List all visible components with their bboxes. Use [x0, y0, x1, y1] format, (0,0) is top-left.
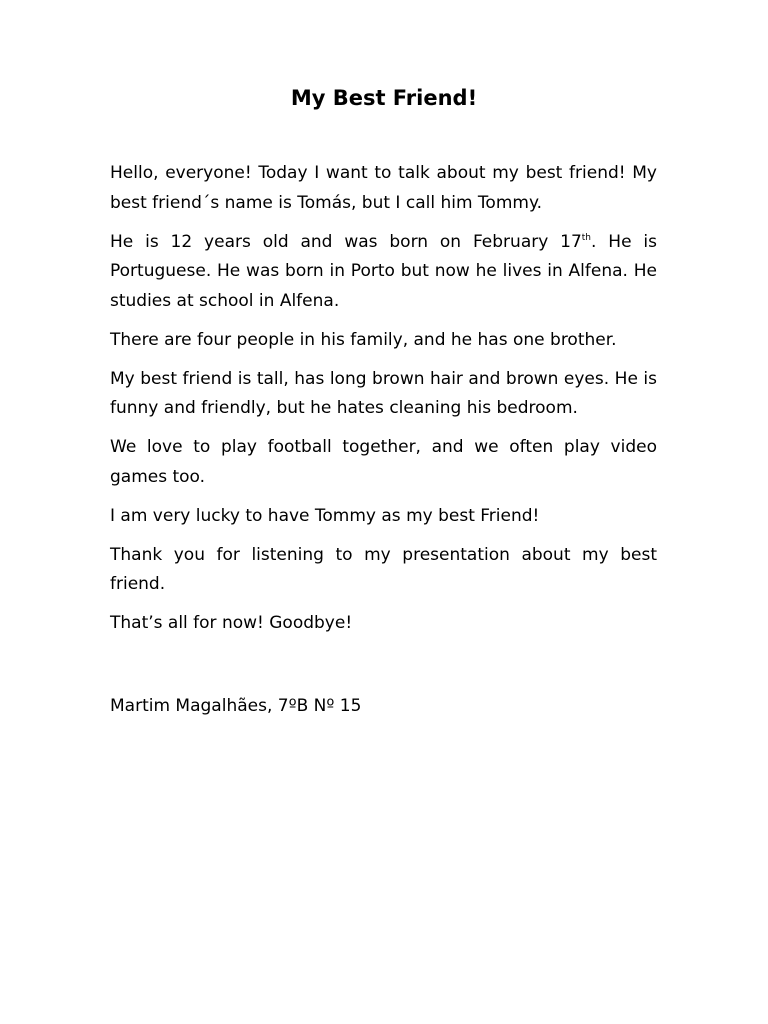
- paragraph-family: There are four people in his family, and he has one brother.: [110, 329, 617, 350]
- document-body: [110, 159, 657, 648]
- paragraph-age-text: He is 12 years old and was born on February 17: [110, 231, 582, 252]
- document-title: My Best Friend!: [290, 86, 478, 110]
- paragraph-age-origin: [110, 228, 657, 317]
- paragraph-appearance: My best friend is tall, has long brown hair and brown eyes. He is funny and friendly, but he hates cleaning his bedroom.: [110, 368, 657, 418]
- author-signature: Martim Magalhães, 7ºB Nº 15: [110, 696, 362, 716]
- paragraph-lucky: I am very lucky to have Tommy as my best Friend!: [110, 505, 540, 526]
- paragraph-origin-text: . He is Portuguese. He was born in Porto but now he lives in Alfena. He studies at school in Alfena.: [110, 231, 657, 311]
- paragraph-goodbye: That’s all for now! Goodbye!: [110, 613, 353, 633]
- paragraph-thanks: Thank you for listening to my presentation about my best friend.: [110, 544, 657, 594]
- paragraph-greeting: Hello, everyone! Today I want to talk about my best friend! My best friend´s name is Tomás, but I call him Tommy.: [110, 163, 657, 213]
- paragraph-hobbies: We love to play football together, and we often play video games too.: [110, 437, 657, 487]
- ordinal-superscript: th: [581, 232, 592, 243]
